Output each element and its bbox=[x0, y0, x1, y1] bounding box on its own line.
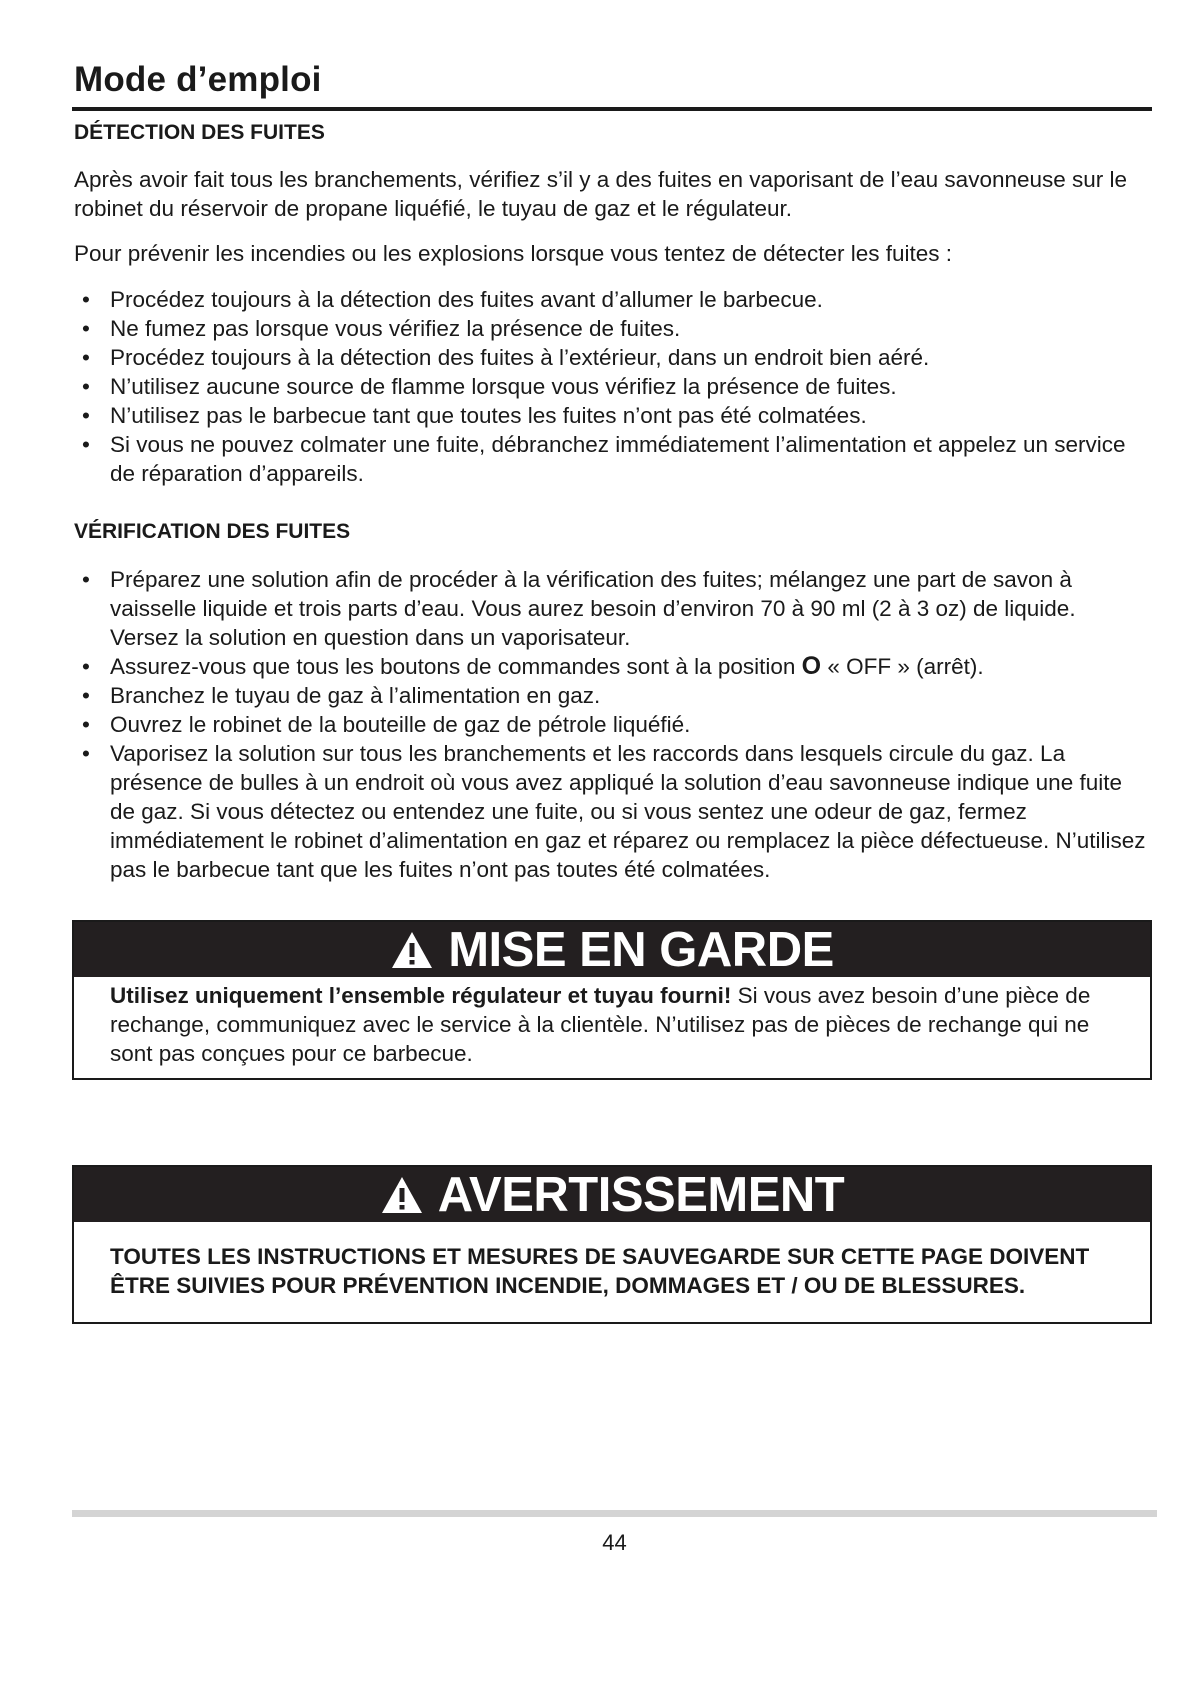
list-item: • Branchez le tuyau de gaz à l’alimentation en gaz. bbox=[74, 681, 1149, 710]
list-item bbox=[74, 652, 1149, 681]
verification-heading: VÉRIFICATION DES FUITES bbox=[74, 520, 351, 543]
caution-bold-text: Utilisez uniquement l’ensemble régulateur et tuyau fourni! bbox=[110, 983, 732, 1008]
list-item: • Procédez toujours à la détection des fuites à l’extérieur, dans un endroit bien aéré. bbox=[74, 343, 1149, 372]
footer-divider bbox=[72, 1510, 1157, 1517]
caution-title: MISE EN GARDE bbox=[448, 922, 834, 977]
caution-body bbox=[74, 977, 1150, 1078]
verification-bullet-list bbox=[74, 565, 1149, 884]
detection-bullet-list bbox=[74, 285, 1149, 488]
warning-triangle-icon bbox=[380, 1175, 424, 1215]
warning-box bbox=[72, 1165, 1152, 1324]
warning-text: TOUTES LES INSTRUCTIONS ET MESURES DE SAUVEGARDE SUR CETTE PAGE DOIVENT ÊTRE SUIVIES POUR PRÉVENTION INCENDIE, DOMMAGES ET / OU DE BLESSURES. bbox=[110, 1244, 1090, 1298]
detection-heading: DÉTECTION DES FUITES bbox=[74, 121, 325, 144]
page-title: Mode d’emploi bbox=[74, 60, 322, 99]
warning-banner bbox=[74, 1167, 1150, 1222]
list-item: • Préparez une solution afin de procéder à la vérification des fuites; mélangez une part de savon à vaisselle liquide et trois parts d’eau. Vous aurez besoin d’environ 70 à 90 ml (2 à 3 oz) de liquide. Versez la solution en question dans un vaporisateur. bbox=[74, 565, 1149, 652]
detection-paragraph-1: Après avoir fait tous les branchements, vérifiez s’il y a des fuites en vaporisant de l’eau savonneuse sur le robinet du réservoir de propane liquéfié, le tuyau de gaz et le régulateur. bbox=[74, 167, 1128, 221]
bullet-text: « OFF » (arrêt). bbox=[821, 654, 984, 679]
list-item: • Si vous ne pouvez colmater une fuite, débranchez immédiatement l’alimentation et appelez un service de réparation d’appareils. bbox=[74, 430, 1149, 488]
page-number: 44 bbox=[602, 1530, 627, 1555]
bullet-text: Assurez-vous que tous les boutons de commandes sont à la position bbox=[110, 654, 802, 679]
list-item: • N’utilisez pas le barbecue tant que toutes les fuites n’ont pas été colmatées. bbox=[74, 401, 1149, 430]
warning-triangle-icon bbox=[390, 930, 434, 970]
caution-banner bbox=[74, 922, 1150, 977]
list-item: • Procédez toujours à la détection des fuites avant d’allumer le barbecue. bbox=[74, 285, 1149, 314]
list-item: • N’utilisez aucune source de flamme lorsque vous vérifiez la présence de fuites. bbox=[74, 372, 1149, 401]
detection-paragraph-2: Pour prévenir les incendies ou les explosions lorsque vous tentez de détecter les fuites : bbox=[74, 241, 952, 266]
warning-title: AVERTISSEMENT bbox=[437, 1167, 845, 1222]
off-position-symbol: O bbox=[801, 652, 822, 680]
list-item: • Ouvrez le robinet de la bouteille de gaz de pétrole liquéfié. bbox=[74, 710, 1149, 739]
caution-box bbox=[72, 920, 1152, 1080]
caution-text: Si vous avez besoin d’une pièce de rechange, communiquez avec le service à la clientèle. N’utilisez pas de pièces de rechange qui ne sont pas conçues pour ce barbecue. bbox=[110, 983, 1091, 1066]
title-divider bbox=[72, 107, 1152, 111]
list-item: • Ne fumez pas lorsque vous vérifiez la présence de fuites. bbox=[74, 314, 1149, 343]
list-item: • Vaporisez la solution sur tous les branchements et les raccords dans lesquels circule du gaz. La présence de bulles à un endroit où vous avez appliqué la solution d’eau savonneuse indique une fuite de gaz. Si vous détectez ou entendez une fuite, ou si vous sentez une odeur de gaz, fermez immédiatement le robinet d’alimentation en gaz et réparez ou remplacez la pièce défectueuse. N’utilisez pas le barbecue tant que les fuites n’ont pas toutes été colmatées. bbox=[74, 739, 1149, 884]
